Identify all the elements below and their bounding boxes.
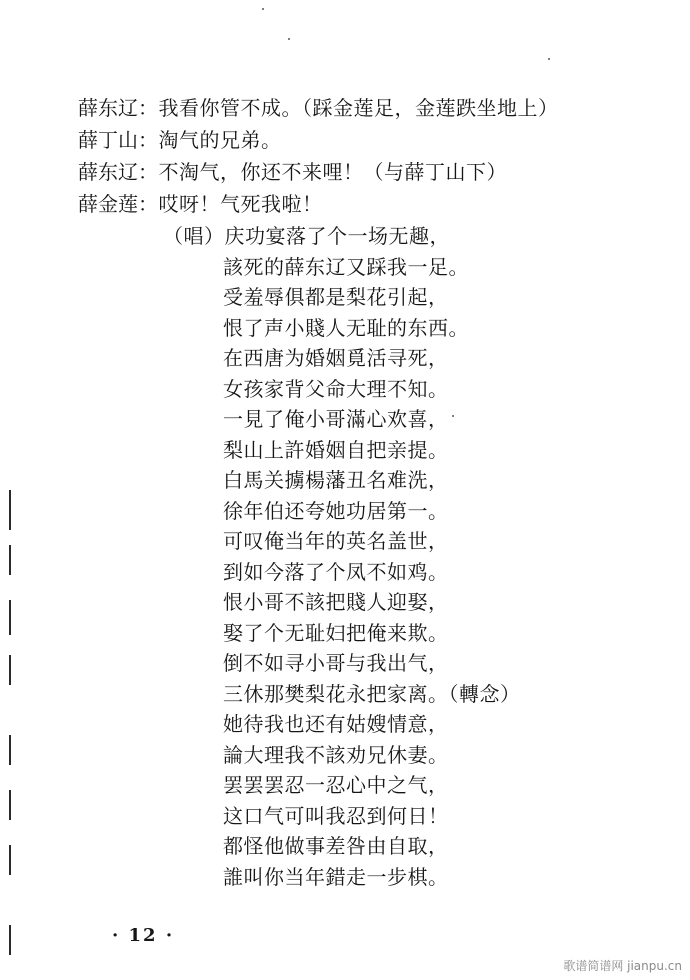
speaker-separator: ：	[138, 160, 159, 184]
song-line: 到如今落了个凤不如鸡。	[223, 559, 449, 584]
dialogue-line	[78, 156, 638, 188]
song-line: 可叹俺当年的英名盖世，	[223, 529, 449, 553]
song-line	[163, 221, 583, 252]
speaker-name: 薛东辽	[78, 160, 138, 184]
song-line: 娶了个无耻妇把俺来欺。	[223, 620, 449, 645]
song-line: 恨了声小賤人无耻的东西。	[223, 315, 469, 340]
dialogue-text: 我看你管不成。（踩金莲足，金莲跌坐地上）	[158, 96, 559, 120]
song-line: 一見了俺小哥滿心欢喜，	[223, 407, 449, 431]
dialogue-block	[78, 92, 638, 220]
scan-margin-mark	[9, 655, 11, 685]
page-number: · 12 ·	[112, 925, 175, 946]
scan-margin-mark	[9, 735, 11, 765]
speaker-name: 薛金莲	[78, 192, 138, 216]
verse-text: 庆功宴落了个一场无趣，	[224, 224, 450, 248]
scan-margin-mark	[9, 790, 11, 820]
speaker-name: 薛丁山	[78, 128, 138, 152]
dialogue-text: 淘气的兄弟。	[158, 128, 282, 152]
song-line: 在西唐为婚姻覓活寻死，	[223, 346, 449, 370]
speaker-name: 薛东辽	[78, 96, 138, 120]
song-line: 徐年伯还夸她功居第一。	[223, 498, 449, 523]
song-line: 她待我也还有姑嫂情意，	[223, 712, 449, 736]
song-line: 論大理我不該劝兄休妻。	[223, 742, 449, 767]
site-watermark: 歌谱简谱网 jianpu.cn	[563, 959, 682, 973]
song-line: 都怪他做事差咎由自取，	[223, 834, 449, 858]
dialogue-line	[78, 124, 638, 156]
speaker-separator: ：	[138, 192, 159, 216]
song-line: 誰叫你当年錯走一步棋。	[223, 864, 449, 889]
song-line: 恨小哥不該把賤人迎娶，	[223, 590, 449, 614]
song-line: 这口气可叫我忍到何日！	[223, 803, 449, 828]
scan-speck	[548, 58, 550, 60]
speaker-separator: ：	[138, 128, 159, 152]
dialogue-text: 不淘气，你还不来哩！（与薛丁山下）	[158, 160, 507, 184]
scan-margin-mark	[9, 925, 11, 955]
speaker-separator: ：	[138, 96, 159, 120]
song-line: 梨山上許婚姻自把亲提。	[223, 437, 449, 462]
scan-margin-mark	[9, 490, 11, 530]
song-line: 罢罢罢忍一忍心中之气，	[223, 773, 449, 797]
song-line: 白馬关擄楊藩丑名难洗，	[223, 468, 449, 492]
song-verse-block	[163, 221, 583, 892]
song-line: 倒不如寻小哥与我出气，	[223, 651, 449, 675]
scan-margin-mark	[9, 545, 11, 575]
singing-cue: （唱）	[163, 224, 225, 248]
scan-speck	[262, 8, 264, 10]
song-line: 受羞辱俱都是梨花引起，	[223, 285, 449, 309]
song-line: 該死的薛东辽又踩我一足。	[223, 254, 469, 279]
scan-speck	[288, 38, 290, 40]
scan-margin-mark	[9, 845, 11, 875]
dialogue-line	[78, 92, 638, 124]
dialogue-text: 哎呀！气死我啦！	[158, 192, 323, 216]
song-line: 女孩家背父命大理不知。	[223, 376, 449, 401]
dialogue-line	[78, 188, 638, 220]
song-line: 三休那樊梨花永把家离。（轉念）	[223, 681, 521, 706]
scan-margin-mark	[9, 600, 11, 635]
